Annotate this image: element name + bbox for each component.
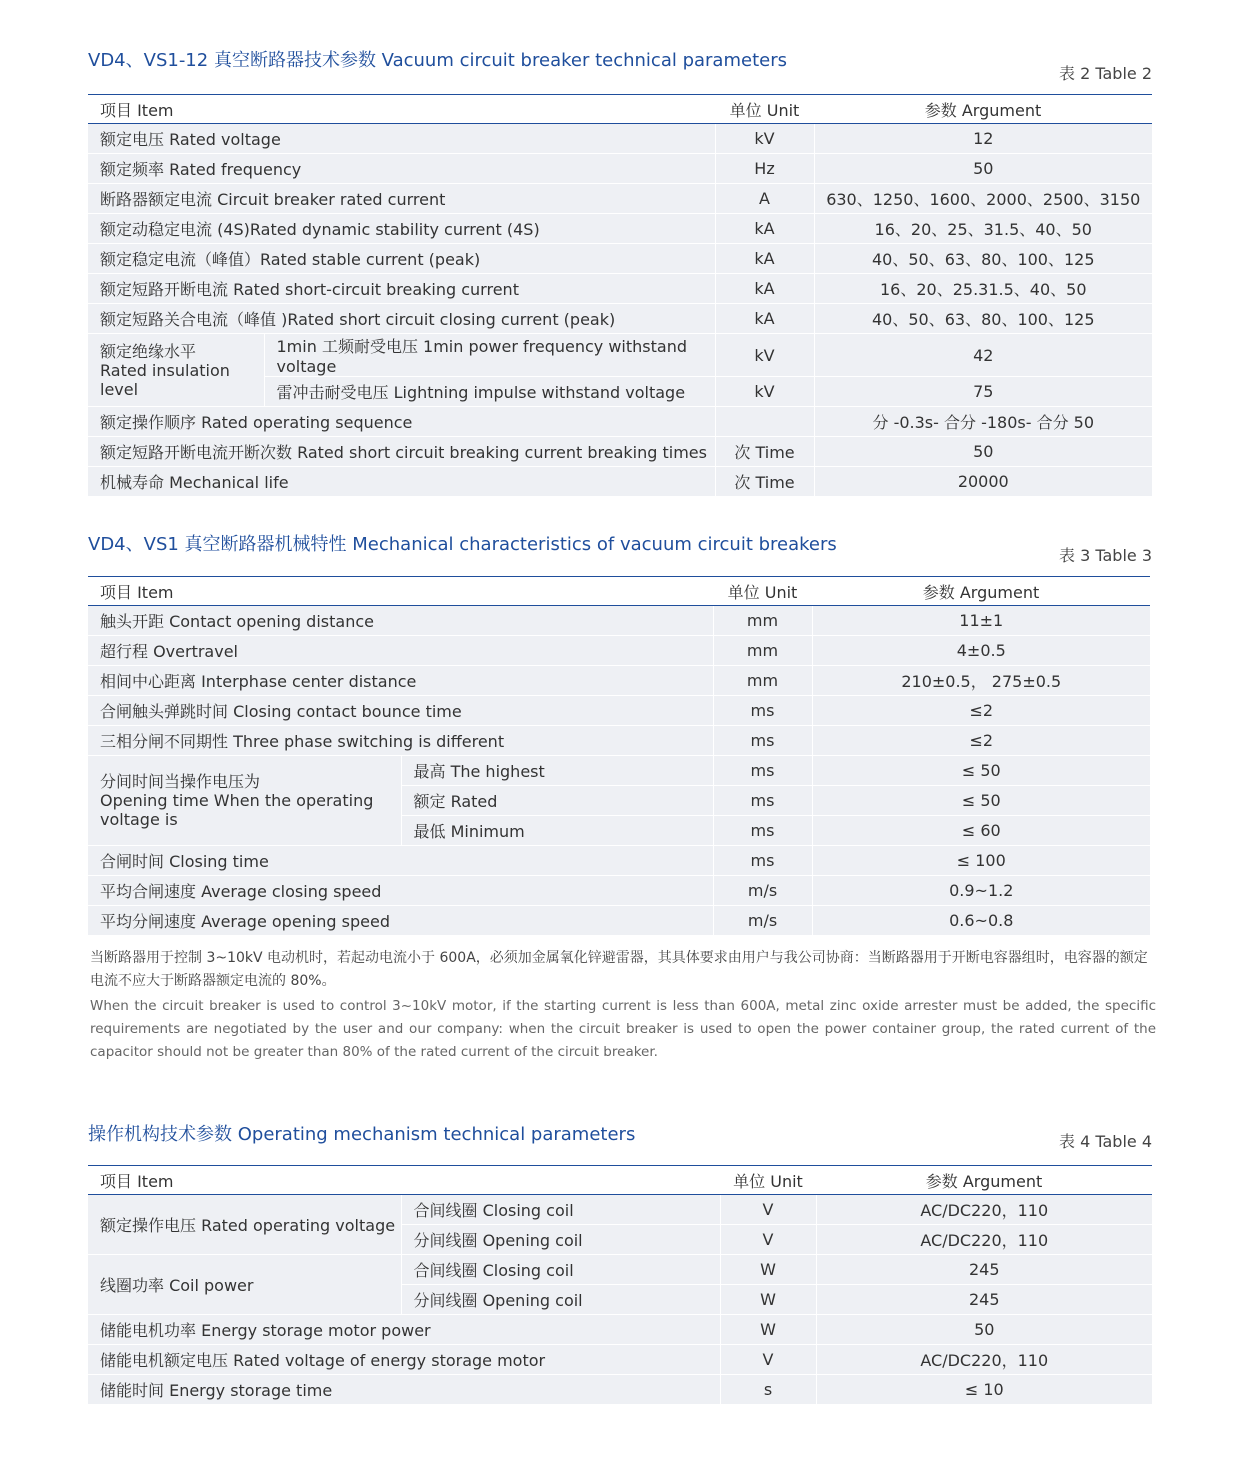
table-row	[88, 304, 1152, 334]
row-item: 储能电机额定电压 Rated voltage of energy storage motor	[88, 1345, 720, 1375]
table2-section	[88, 44, 1152, 492]
table-header-row	[88, 577, 1150, 606]
row-unit: ms	[713, 846, 812, 876]
row-unit: ms	[713, 696, 812, 726]
row-item: 合间线圈 Closing coil	[401, 1255, 720, 1285]
row-item: 1min 工频耐受电压 1min power frequency withstand voltage	[264, 334, 715, 377]
row-unit: 次 Time	[715, 437, 814, 467]
row-value: 40、50、63、80、100、125	[814, 244, 1152, 274]
table4	[88, 1165, 1152, 1405]
table-row	[88, 696, 1150, 726]
row-unit: mm	[713, 606, 812, 636]
row-item: 额定 Rated	[401, 786, 713, 816]
table-row	[88, 846, 1150, 876]
table3-label: 表 3 Table 3	[1059, 546, 1152, 565]
row-value: ≤2	[812, 726, 1150, 756]
table4-title: 操作机构技术参数 Operating mechanism technical parameters	[88, 1124, 636, 1145]
row-unit: mm	[713, 636, 812, 666]
row-value: ≤ 60	[812, 816, 1150, 846]
row-unit: 次 Time	[715, 467, 814, 497]
table4-label: 表 4 Table 4	[1059, 1132, 1152, 1151]
row-item: 平均分闸速度 Average opening speed	[88, 906, 713, 936]
row-unit: W	[720, 1255, 816, 1285]
row-item: 额定稳定电流（峰值）Rated stable current (peak)	[88, 244, 715, 274]
table-row	[88, 467, 1152, 497]
row-item: 三相分闸不同期性 Three phase switching is different	[88, 726, 713, 756]
row-item: 额定短路开断电流开断次数 Rated short circuit breaking current breaking times	[88, 437, 715, 467]
row-item: 超行程 Overtravel	[88, 636, 713, 666]
table-row	[88, 606, 1150, 636]
header-item: 项目 Item	[88, 95, 715, 124]
row-unit: kA	[715, 274, 814, 304]
table-row	[88, 184, 1152, 214]
row-value: 50	[814, 154, 1152, 184]
table-header-row	[88, 95, 1152, 124]
group-label: 线圈功率 Coil power	[88, 1255, 401, 1315]
table4-section	[88, 1118, 1152, 1408]
table-row	[88, 214, 1152, 244]
row-item: 额定电压 Rated voltage	[88, 124, 715, 154]
row-value: 42	[814, 334, 1152, 377]
table-row	[88, 1345, 1152, 1375]
row-unit: kA	[715, 244, 814, 274]
insulation-group-label	[88, 334, 264, 407]
row-item: 额定动稳定电流 (4S)Rated dynamic stability current (4S)	[88, 214, 715, 244]
row-unit: kV	[715, 334, 814, 377]
opening-time-label-cn: 分间时间当操作电压为	[100, 772, 261, 791]
table3	[88, 576, 1150, 936]
header-item: 项目 Item	[88, 1166, 720, 1195]
row-value: 50	[816, 1315, 1152, 1345]
row-value: 245	[816, 1285, 1152, 1315]
row-unit: m/s	[713, 876, 812, 906]
row-value: AC/DC220，110	[816, 1345, 1152, 1375]
row-value: 75	[814, 377, 1152, 407]
header-unit: 单位 Unit	[715, 95, 814, 124]
row-item: 分间线圈 Opening coil	[401, 1285, 720, 1315]
row-unit: W	[720, 1285, 816, 1315]
row-unit: kA	[715, 304, 814, 334]
header-argument: 参数 Argument	[814, 95, 1152, 124]
row-unit: kA	[715, 214, 814, 244]
row-item: 储能时间 Energy storage time	[88, 1375, 720, 1405]
note-block	[90, 947, 1156, 1064]
table2-label: 表 2 Table 2	[1059, 64, 1152, 83]
note-chinese: 当断路器用于控制 3~10kV 电动机时，若起动电流小于 600A，必须加金属氧化锌避雷器，其具体要求由用户与我公司协商：当断路器用于开断电容器组时，电容器的额定电流不应大于断路器额定电流的 80%。	[90, 950, 1148, 989]
row-item: 最低 Minimum	[401, 816, 713, 846]
row-unit: m/s	[713, 906, 812, 936]
row-unit: mm	[713, 666, 812, 696]
row-item: 最高 The highest	[401, 756, 713, 786]
row-value: 4±0.5	[812, 636, 1150, 666]
row-value: 12	[814, 124, 1152, 154]
insulation-label-cn: 额定绝缘水平	[100, 341, 197, 361]
row-item: 额定短路开断电流 Rated short-circuit breaking current	[88, 274, 715, 304]
opening-time-label-en1: Opening time When the operating	[100, 791, 374, 810]
row-value: ≤ 50	[812, 756, 1150, 786]
table-row	[88, 1255, 1152, 1285]
table-row	[88, 154, 1152, 184]
table-row	[88, 756, 1150, 786]
row-value: 630、1250、1600、2000、2500、3150	[814, 184, 1152, 214]
row-value: 245	[816, 1255, 1152, 1285]
row-unit: kV	[715, 377, 814, 407]
row-item: 触头开距 Contact opening distance	[88, 606, 713, 636]
row-unit: V	[720, 1195, 816, 1225]
table2-title: VD4、VS1-12 真空断路器技术参数 Vacuum circuit breaker technical parameters	[88, 50, 787, 71]
row-value: ≤2	[812, 696, 1150, 726]
table-row	[88, 726, 1150, 756]
group-label: 额定操作电压 Rated operating voltage	[88, 1195, 401, 1255]
table-row	[88, 334, 1152, 377]
row-item: 相间中心距离 Interphase center distance	[88, 666, 713, 696]
row-item: 平均合闸速度 Average closing speed	[88, 876, 713, 906]
table-row	[88, 1195, 1152, 1225]
row-value: 11±1	[812, 606, 1150, 636]
row-item: 额定频率 Rated frequency	[88, 154, 715, 184]
table-header-row	[88, 1166, 1152, 1195]
table3-section	[88, 528, 1152, 934]
row-item: 雷冲击耐受电压 Lightning impulse withstand voltage	[264, 377, 715, 407]
row-value: 16、20、25.31.5、40、50	[814, 274, 1152, 304]
opening-time-label-en2: voltage is	[100, 810, 178, 829]
row-value: 50	[814, 437, 1152, 467]
row-unit: ms	[713, 726, 812, 756]
row-unit: V	[720, 1345, 816, 1375]
row-item: 额定操作顺序 Rated operating sequence	[88, 407, 715, 437]
table-row	[88, 876, 1150, 906]
row-value: AC/DC220，110	[816, 1195, 1152, 1225]
row-unit: s	[720, 1375, 816, 1405]
row-unit: ms	[713, 756, 812, 786]
table-row	[88, 407, 1152, 437]
table3-title: VD4、VS1 真空断路器机械特性 Mechanical characteristics of vacuum circuit breakers	[88, 534, 837, 555]
row-unit: A	[715, 184, 814, 214]
row-item: 储能电机功率 Energy storage motor power	[88, 1315, 720, 1345]
row-value: 16、20、25、31.5、40、50	[814, 214, 1152, 244]
row-value: 210±0.5， 275±0.5	[812, 666, 1150, 696]
row-value: 40、50、63、80、100、125	[814, 304, 1152, 334]
header-unit: 单位 Unit	[713, 577, 812, 606]
table-row	[88, 244, 1152, 274]
table-row	[88, 636, 1150, 666]
row-unit: W	[720, 1315, 816, 1345]
table-row	[88, 1375, 1152, 1405]
opening-time-group-label	[88, 756, 401, 846]
row-unit: ms	[713, 786, 812, 816]
table-row	[88, 666, 1150, 696]
row-value: 0.9~1.2	[812, 876, 1150, 906]
row-unit: kV	[715, 124, 814, 154]
table-row	[88, 274, 1152, 304]
row-value: ≤ 50	[812, 786, 1150, 816]
row-unit: V	[720, 1225, 816, 1255]
table2	[88, 94, 1152, 497]
note-english: When the circuit breaker is used to control 3~10kV motor, if the starting current is less than 600A, metal zinc oxide arrester must be added, the specific requirements are negotiated by the user and our company: when the circuit breaker is used to open the power container group, the rated current of the capacitor should not be greater than 80% of the rated current of the circuit breaker.	[90, 998, 1156, 1060]
row-value: 20000	[814, 467, 1152, 497]
row-value: ≤ 100	[812, 846, 1150, 876]
row-item: 额定短路关合电流（峰值 )Rated short circuit closing current (peak)	[88, 304, 715, 334]
header-item: 项目 Item	[88, 577, 713, 606]
row-item: 合间线圈 Closing coil	[401, 1195, 720, 1225]
row-value: 分 -0.3s- 合分 -180s- 合分 50	[814, 407, 1152, 437]
table-row	[88, 124, 1152, 154]
header-argument: 参数 Argument	[812, 577, 1150, 606]
row-unit	[715, 407, 814, 437]
row-item: 合闸触头弹跳时间 Closing contact bounce time	[88, 696, 713, 726]
row-value: ≤ 10	[816, 1375, 1152, 1405]
row-unit: ms	[713, 816, 812, 846]
row-item: 分间线圈 Opening coil	[401, 1225, 720, 1255]
row-value: 0.6~0.8	[812, 906, 1150, 936]
row-value: AC/DC220，110	[816, 1225, 1152, 1255]
table-row	[88, 1315, 1152, 1345]
row-item: 断路器额定电流 Circuit breaker rated current	[88, 184, 715, 214]
row-item: 机械寿命 Mechanical life	[88, 467, 715, 497]
row-unit: Hz	[715, 154, 814, 184]
row-item: 合闸时间 Closing time	[88, 846, 713, 876]
table-row	[88, 437, 1152, 467]
insulation-label-en: Rated insulation level	[100, 360, 230, 399]
header-argument: 参数 Argument	[816, 1166, 1152, 1195]
header-unit: 单位 Unit	[720, 1166, 816, 1195]
table-row	[88, 906, 1150, 936]
